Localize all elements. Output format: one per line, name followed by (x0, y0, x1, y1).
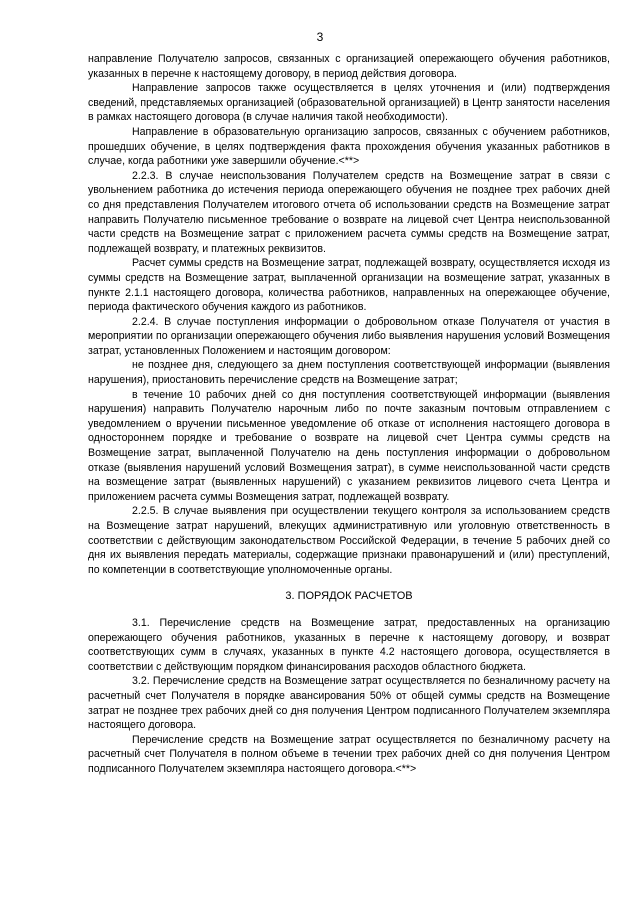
paragraph-requests-education-org: Направление в образовательную организацию запросов, связанных с обучением работников, прошедших обучение, в целях подтверждения факта прохождения обучения указанных работников в случае, когда работники уже завершили обучение.<**> (88, 125, 610, 168)
paragraph-full-transfer: Перечисление средств на Возмещение затрат осуществляется по безналичному расчету на расчетный счет Получателя в полном объеме в течении трех рабочих дней со дня получения Центром подписанного Получателем экземпляра настоящего договора.<**> (88, 733, 610, 775)
paragraph-refund-calculation: Расчет суммы средств на Возмещение затрат, подлежащей возврату, осуществляется исходя из суммы средств на Возмещение затрат, выплаченной организации на возмещение затрат, указанных в пункте 2.1.1 настоящего договора, количества работников, направленных на опережающее обучение, периода фактического обучения каждого из работников. (88, 257, 610, 314)
paragraph-3-1: 3.1. Перечисление средств на Возмещение затрат, предоставленных на организацию опережающего обучения работников, указанных в перечне к настоящему договору, и возврат соответствующих сумм в случаях, указанных в пункте 4.2 настоящего договора, осуществляется в соответствии с действующим порядком финансирования расходов областного бюджета. (88, 616, 610, 673)
paragraph-requests-to-recipient: направление Получателю запросов, связанных с организацией опережающего обучения работников, указанных в перечне к настоящему договору, в период действия договора. (88, 53, 610, 80)
paragraph-requests-purpose: Направление запросов также осуществляется в целях уточнения и (или) подтверждения сведений, представляемых организацией (образовательной организацией) в Центр занятости населения в рамках настоящего договора (в случае наличия такой необходимости). (88, 82, 610, 124)
document-body (88, 52, 610, 777)
page-number: 3 (316, 30, 324, 44)
paragraph-2-2-3: 2.2.3. В случае неиспользования Получателем средств на Возмещение затрат в связи с увольнением работника до истечения периода опережающего обучения не позднее трех рабочих дней со дня представления Получателем итогового отчета об использовании средств на Возмещение затрат направить Получателю письменное требование о возврате на лицевой счет Центра неиспользованной части средств на Возмещение затрат с приложением расчета суммы средств на Возмещение затрат, подлежащей возврату, и платежных реквизитов. (88, 169, 610, 255)
paragraph-refusal-notice: в течение 10 рабочих дней со дня поступления соответствующей информации (выявления нарушения) направить Получателю нарочным либо по почте заказным почтовым отправлением с уведомлением о вручении письменное уведомление об отказе от исполнения настоящего договора в одностороннем порядке и требование о возврате на лицевой счет Центра суммы средств на Возмещение затрат, выплаченной Получателю на день поступления информации о добровольном отказе (выявления нарушений условий Возмещения затрат), в сумме неиспользованной части средств на возмещение затрат (выявленных нарушений) с указанием реквизитов лицевого счета Центра и приложением расчета суммы Возмещения затрат, подлежащей возврату. (88, 388, 610, 503)
section-heading: 3. ПОРЯДОК РАСЧЕТОВ (285, 590, 413, 603)
paragraph-2-2-5: 2.2.5. В случае выявления при осуществлении текущего контроля за использованием средств на Возмещение затрат нарушений, влекущих административную или уголовную ответственность в соответствии с действующим законодательством Российской Федерации, в течение 5 рабочих дней со дня их выявления передать материалы, содержащие признаки правонарушений и (или) преступлений, по компетенции в соответствующие уполномоченные органы. (88, 505, 610, 576)
paragraph-suspend-transfer: не позднее дня, следующего за днем поступления соответствующей информации (выявления нарушения), приостановить перечисление средств на Возмещение затрат; (88, 359, 610, 387)
paragraph-2-2-4: 2.2.4. В случае поступления информации о добровольном отказе Получателя от участия в мероприятии по организации опережающего обучения либо выявления нарушения условий Возмещения затрат, установленных Положением и настоящим договором: (88, 315, 610, 357)
paragraph-3-2: 3.2. Перечисление средств на Возмещение затрат осуществляется по безналичному расчету на расчетный счет Получателя в порядке авансирования 50% от общей суммы средств на Возмещение затрат не позднее трех рабочих дней со дня получения Центром подписанного Получателем экземпляра настоящего договора. (88, 675, 610, 732)
